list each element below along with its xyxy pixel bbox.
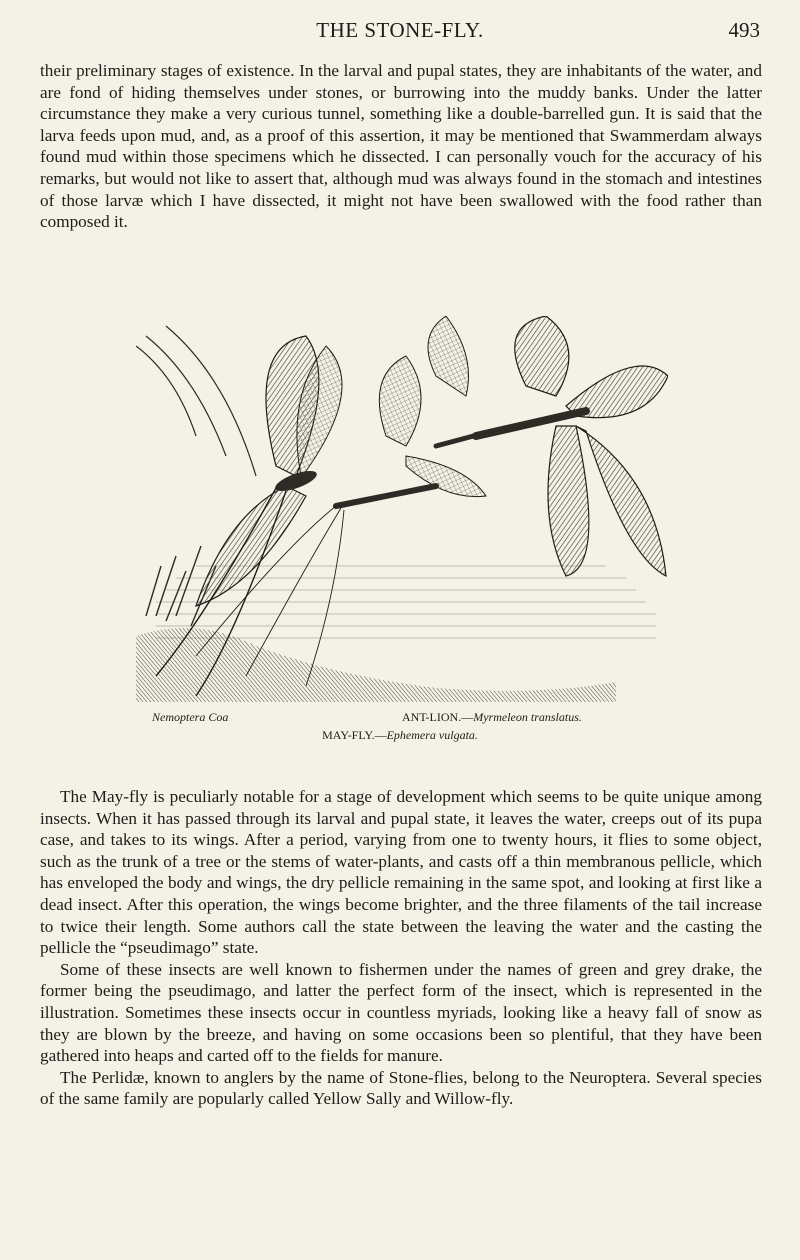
caption-nemoptera: Nemoptera Coa [152, 710, 229, 724]
paragraph-perlidae: The Perlidæ, known to anglers by the name of Stone-flies, belong to the Neuroptera. Several species of the same family are popularly called Yellow Sally and Willow-fly. [40, 1067, 762, 1109]
paragraph-may-fly: The May-fly is peculiarly notable for a stage of development which seems to be quite unique among insects. When it has passed through its larval and pupal state, it leaves the water, creeps out of its pupa case, and takes to its wings. After a period, varying from one to twenty hours, it flies to some object, such as the trunk of a tree or the stems of water-plants, and casts off a thin membranous pellicle, which has enveloped the body and wings, the dry pellicle remaining in the same spot, and looking at first like a dead insect. After this operation, the wings become brighter, and the three filaments of the tail increase to twice their length. Some authors call the state between the leaving the water and the casting the pellicle the “pseudimago” state. [40, 787, 762, 958]
caption-may-fly [0, 728, 800, 743]
paragraph-drake: Some of these insects are well known to fishermen under the names of green and grey drake, the former being the pseudimago, and latter the perfect form of the insect, which is represented in the illustration. Sometimes these insects occur in countless myriads, looking like a heavy fall of snow as they are blown by the breeze, and having on some occasions been so plentiful, that they have been gathered into heaps and carted off to the fields for manure. [40, 959, 762, 1066]
caption-ant-lion-label: ANT-LION.— [402, 710, 474, 724]
running-head [40, 18, 760, 42]
may-fly-insect [196, 356, 486, 686]
caption-ant-lion-latin: Myrmeleon translatus. [473, 710, 582, 724]
caption-may-fly-latin: Ephemera vulgata. [386, 728, 478, 742]
caption-ant-lion [402, 710, 582, 725]
body-text-lower [40, 786, 762, 1110]
page-number: 493 [728, 18, 760, 42]
insect-illustration [136, 316, 668, 702]
paragraph-larva: their preliminary stages of existence. In the larval and pupal states, they are inhabitants of the water, and are fond of hiding themselves under stones, or burrowing into the muddy banks. Under the latter circumstance they make a very curious tunnel, something like a double-barrelled gun. It is said that the larva feeds upon mud, and, as a proof of this assertion, it may be mentioned that Swammerdam always found mud within those specimens which he dissected. I can personally vouch for the accuracy of his remarks, but would not like to assert that, although mud was always found in the stomach and intestines of those larvæ which I have dissected, it might not have been swallowed with the food rather than composed it. [40, 61, 762, 232]
caption-may-fly-label: MAY-FLY.— [322, 728, 387, 742]
page-title: THE STONE-FLY. [316, 18, 484, 42]
ant-lion-insect [428, 316, 668, 576]
